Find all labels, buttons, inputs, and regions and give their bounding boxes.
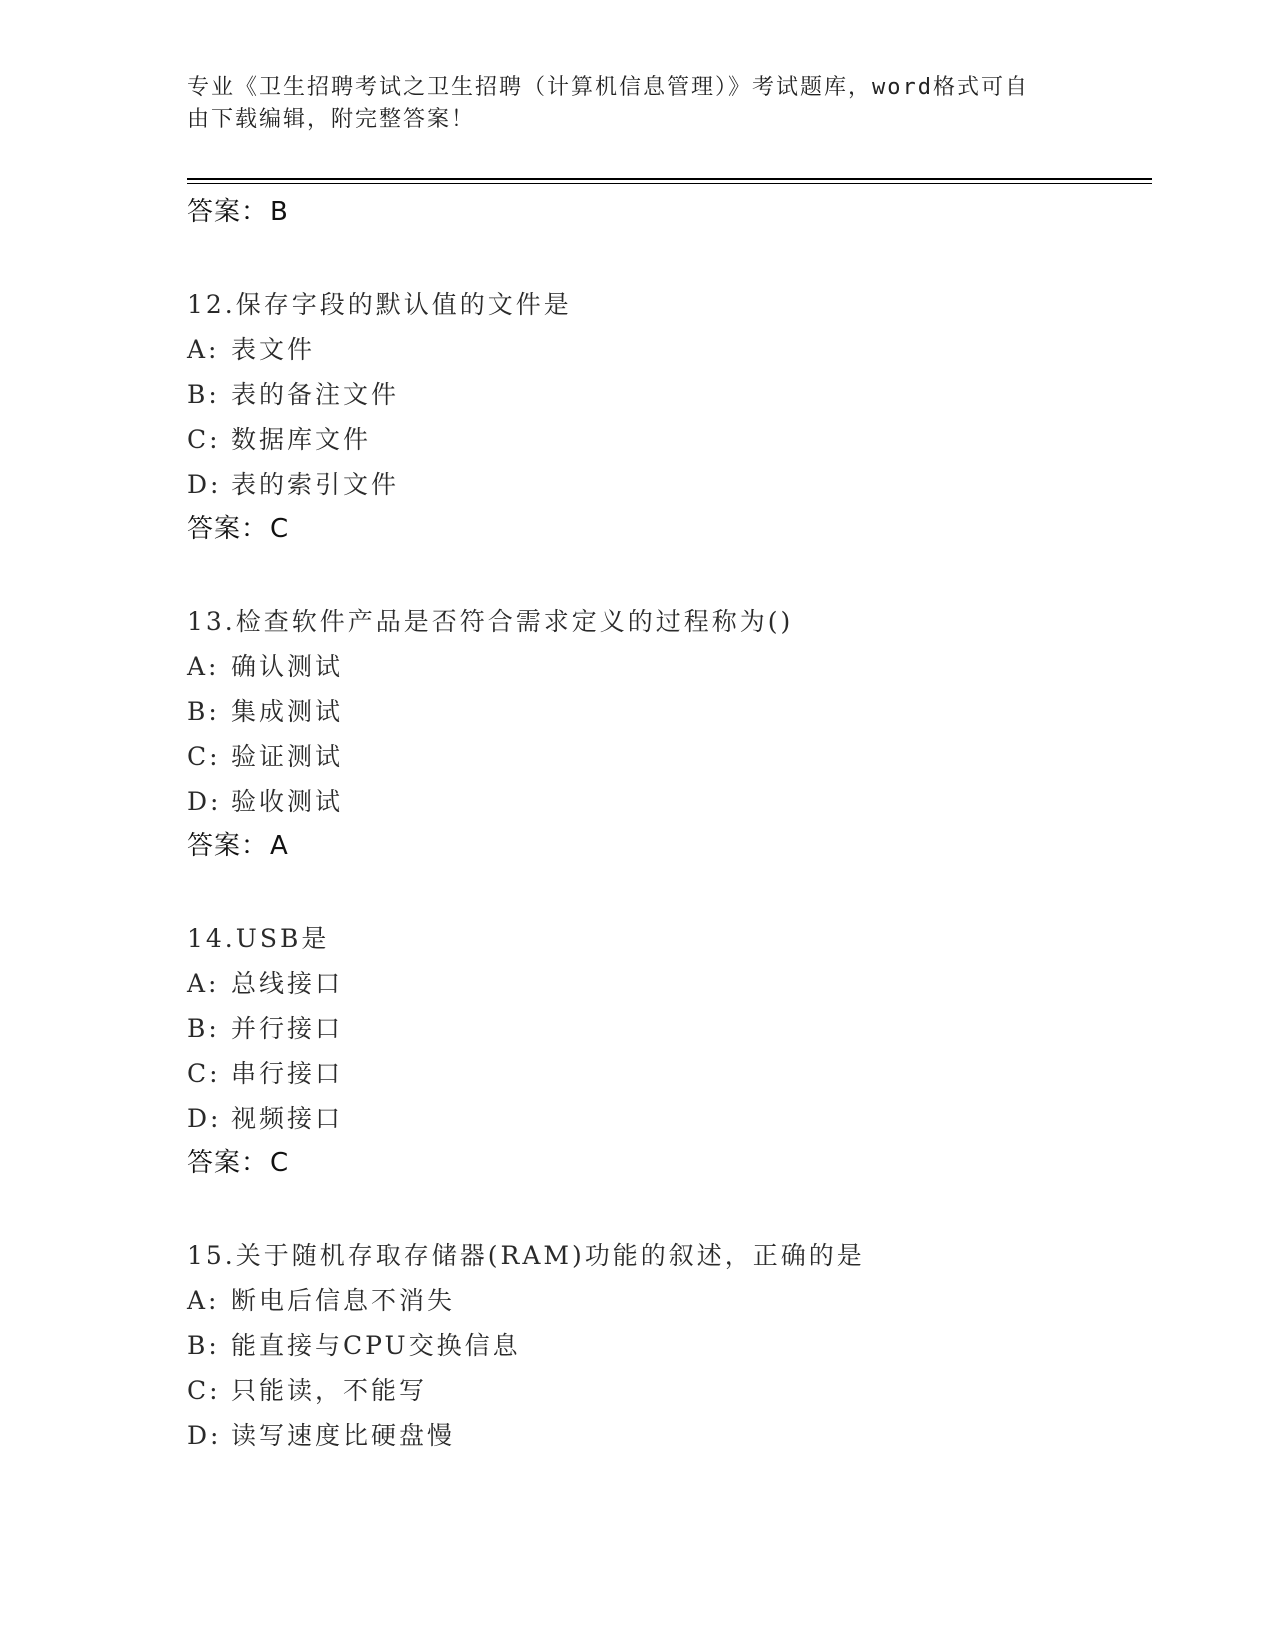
questions-container — [187, 234, 1152, 1458]
question-option — [187, 1051, 1152, 1096]
answer-label: 答案： — [187, 514, 269, 544]
answer-value: C — [270, 514, 290, 544]
question-block — [187, 916, 1152, 1185]
option-key: D: — [187, 787, 222, 816]
answer-value: B — [270, 197, 289, 227]
answer-value: C — [270, 1148, 290, 1178]
option-key: B: — [187, 697, 220, 726]
option-text: 验收测试 — [231, 787, 344, 816]
option-text: 确认测试 — [231, 652, 344, 681]
question-option — [187, 417, 1152, 462]
question-option — [187, 1278, 1152, 1323]
option-key: D: — [187, 1421, 222, 1450]
option-key: C: — [187, 425, 221, 454]
question-option — [187, 734, 1152, 779]
option-key: B: — [187, 1014, 220, 1043]
answer-label: 答案： — [187, 197, 269, 227]
question-block — [187, 599, 1152, 868]
header-line-2: 由下载编辑，附完整答案！ — [187, 107, 476, 132]
option-key: A: — [187, 969, 220, 998]
option-text: 读写速度比硬盘慢 — [231, 1421, 456, 1450]
answer-label: 答案： — [187, 831, 269, 861]
option-key: C: — [187, 1059, 221, 1088]
question-option — [187, 1096, 1152, 1141]
question-stem: 13.检查软件产品是否符合需求定义的过程称为() — [187, 607, 794, 636]
option-key: A: — [187, 652, 220, 681]
header-line-1: 专业《卫生招聘考试之卫生招聘（计算机信息管理）》考试题库，word格式可自 — [187, 75, 1029, 100]
question-option — [187, 462, 1152, 507]
option-text: 数据库文件 — [231, 425, 372, 454]
option-text: 断电后信息不消失 — [231, 1286, 456, 1315]
question-option — [187, 779, 1152, 824]
document-header — [187, 72, 1067, 136]
answer-line — [187, 190, 1152, 234]
question-block — [187, 1233, 1152, 1458]
header-divider-thick — [187, 178, 1152, 180]
question-stem: 12.保存字段的默认值的文件是 — [187, 290, 572, 319]
question-list — [187, 190, 1152, 1458]
question-option — [187, 1323, 1152, 1368]
option-key: B: — [187, 380, 220, 409]
question-option — [187, 1413, 1152, 1458]
option-key: C: — [187, 742, 221, 771]
question-spacer — [187, 551, 1152, 599]
question-option — [187, 1368, 1152, 1413]
question-spacer — [187, 234, 1152, 282]
header-divider-thin — [187, 183, 1152, 184]
question-option — [187, 689, 1152, 734]
answer-value: A — [270, 831, 289, 861]
question-option — [187, 372, 1152, 417]
option-text: 表的索引文件 — [231, 470, 400, 499]
option-text: 总线接口 — [231, 969, 344, 998]
option-key: D: — [187, 1104, 222, 1133]
option-key: A: — [187, 335, 220, 364]
option-text: 表文件 — [231, 335, 316, 364]
question-stem: 14.USB是 — [187, 924, 330, 953]
option-key: C: — [187, 1376, 221, 1405]
question-spacer — [187, 1185, 1152, 1233]
option-text: 验证测试 — [231, 742, 344, 771]
option-key: B: — [187, 1331, 220, 1360]
option-text: 只能读，不能写 — [231, 1376, 428, 1405]
answer-line — [187, 507, 1152, 551]
option-text: 视频接口 — [231, 1104, 344, 1133]
question-option — [187, 327, 1152, 372]
question-block — [187, 282, 1152, 551]
option-text: 表的备注文件 — [231, 380, 400, 409]
question-stem: 15.关于随机存取存储器(RAM)功能的叙述，正确的是 — [187, 1241, 865, 1270]
question-option — [187, 644, 1152, 689]
option-key: D: — [187, 470, 222, 499]
option-text: 串行接口 — [231, 1059, 344, 1088]
question-spacer — [187, 868, 1152, 916]
answer-line — [187, 1141, 1152, 1185]
option-text: 能直接与CPU交换信息 — [231, 1331, 521, 1360]
question-option — [187, 1006, 1152, 1051]
answer-label: 答案： — [187, 1148, 269, 1178]
option-key: A: — [187, 1286, 220, 1315]
option-text: 集成测试 — [231, 697, 344, 726]
option-text: 并行接口 — [231, 1014, 344, 1043]
question-option — [187, 961, 1152, 1006]
answer-line — [187, 824, 1152, 868]
